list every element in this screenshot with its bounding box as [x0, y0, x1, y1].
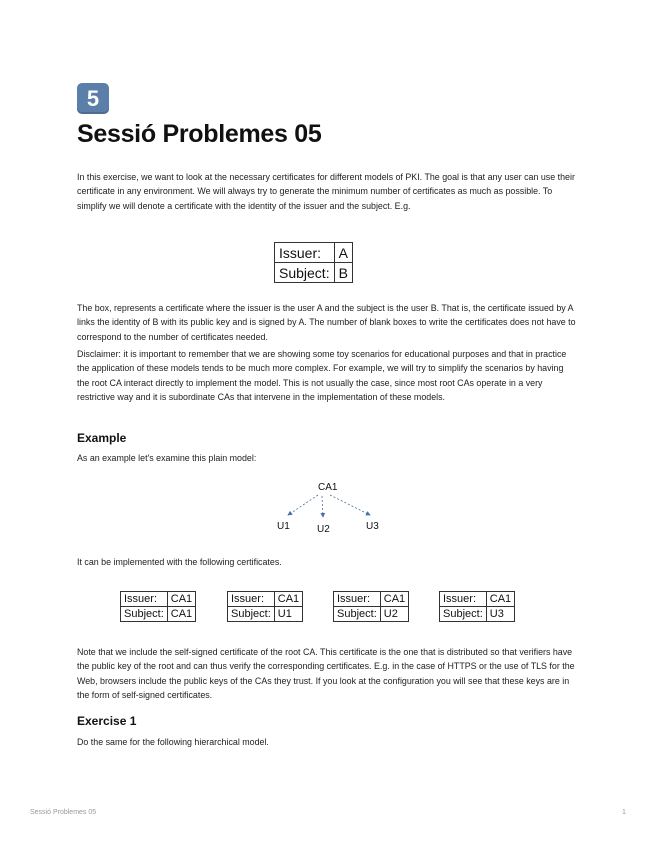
diagram-leaf-node: U3 [366, 521, 379, 532]
cert-issuer-label: Issuer: [275, 243, 335, 263]
disclaimer-paragraph: Disclaimer: it is important to remember that we are showing some toy scenarios for educational purposes and that in practice the application of these models tends to be much more complex. For example, we will try to simplify the scenarios by having the root CA interact directly to implement the model. This is not usually the case, since most root CAs operate in a very restrictive way and it is subordinate CAs that intervene in the implementation of these models. [77, 349, 567, 403]
cert-subject-label: Subject: [334, 607, 381, 622]
cert-issuer-label: Issuer: [121, 592, 168, 607]
footer-document-title: Sessió Problemes 05 [30, 809, 97, 816]
page-title: Sessió Problemes 05 [77, 120, 322, 148]
example-certificate [274, 242, 353, 283]
cert-subject-value: B [334, 263, 352, 283]
diagram-edge-u1 [288, 495, 318, 515]
cert-subject-label: Subject: [440, 607, 487, 622]
cert-issuer-value: CA1 [486, 592, 514, 607]
cert-subject-label: Subject: [228, 607, 275, 622]
cert-issuer-label: Issuer: [334, 592, 381, 607]
footer-page-number: 1 [622, 809, 626, 816]
diagram-leaf-node: U2 [317, 524, 330, 535]
cert-issuer-value: A [334, 243, 352, 263]
cert-subject-value: U3 [486, 607, 514, 622]
cert-issuer-label: Issuer: [228, 592, 275, 607]
cert-issuer-value: CA1 [380, 592, 408, 607]
diagram-edge-u3 [330, 495, 370, 515]
cert-subject-value: U2 [380, 607, 408, 622]
diagram-leaf-node: U1 [277, 521, 290, 532]
diagram-edge-u2 [322, 496, 323, 517]
exercise-heading: Exercise 1 [77, 714, 137, 728]
example-text: As an example let's examine this plain model: [77, 453, 257, 463]
note-paragraph: Note that we include the self-signed certificate of the root CA. This certificate is the one that is distributed so that verifiers have the public key of the root and can thus verify the corresponding certificates. E.g. in the case of HTTPS or the use of TLS for the Web, browsers include the public keys of the CAs they trust. If you look at the configuration you will see that these keys are in the form of self-signed certificates. [77, 647, 575, 701]
diagram-root-node: CA1 [318, 482, 338, 493]
cert-subject-label: Subject: [121, 607, 168, 622]
cert-issuer-label: Issuer: [440, 592, 487, 607]
intro-paragraph: In this exercise, we want to look at the necessary certificates for different models of PKI. The goal is that any user can use their certificate in any environment. We will always try to generate the minimum number of certificates as much as possible. To simplify we will denote a certificate with the identity of the issuer and the subject. E.g. [77, 172, 575, 211]
certificate-box [227, 591, 303, 622]
cert-subject-value: CA1 [167, 607, 195, 622]
certificate-box [439, 591, 515, 622]
plain-model-diagram [260, 475, 400, 540]
cert-subject-value: U1 [274, 607, 302, 622]
exercise-text: Do the same for the following hierarchical model. [77, 737, 269, 747]
certificate-box [120, 591, 196, 622]
certificate-box [333, 591, 409, 622]
implemented-text: It can be implemented with the following certificates. [77, 557, 282, 567]
box-explanation-paragraph: The box, represents a certificate where the issuer is the user A and the subject is the user B. That is, the certificate issued by A links the identity of B with its public key and is signed by A. The number of blank boxes to write the certificates does not have to correspond to the number of certificates needed. [77, 303, 576, 342]
cert-issuer-value: CA1 [274, 592, 302, 607]
section-number-badge: 5 [77, 83, 109, 114]
cert-subject-label: Subject: [275, 263, 335, 283]
cert-issuer-value: CA1 [167, 592, 195, 607]
example-heading: Example [77, 431, 127, 445]
